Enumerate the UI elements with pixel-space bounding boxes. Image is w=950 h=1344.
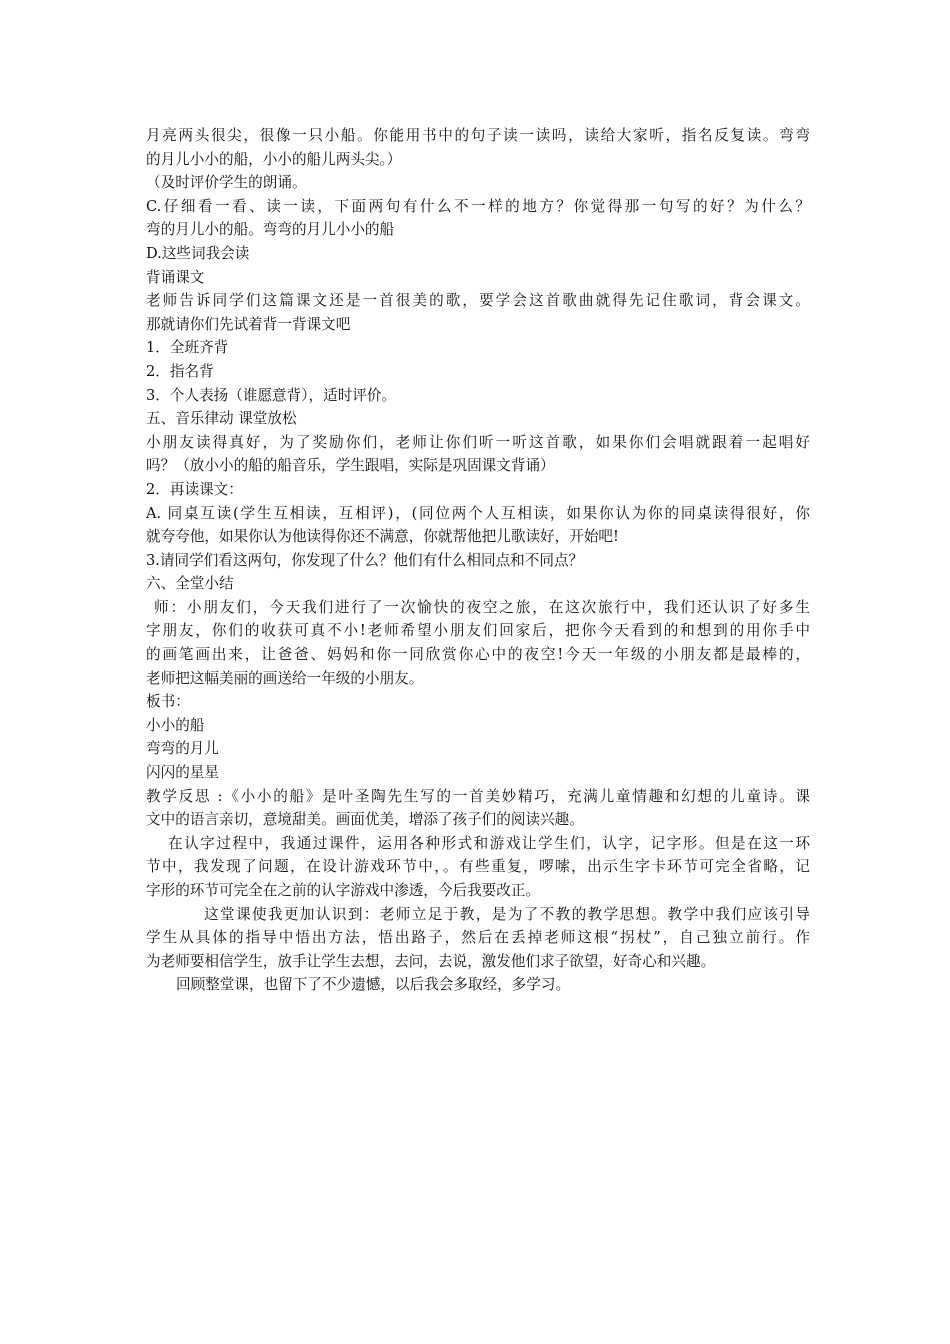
section-heading: 板书： xyxy=(146,693,190,711)
text-line: 学生从具体的指导中悟出方法，悟出路子，然后在丢掉老师这根“拐杖”，自己独立前行。作 xyxy=(146,929,810,947)
text-line: 在认字过程中，我通过课件，运用各种形式和游戏让学生们，认字，记字形。但是在这一环 xyxy=(168,834,810,852)
board-item: 弯弯的月儿 xyxy=(146,740,219,758)
text-line: 的月儿小小的船，小小的船儿两头尖。） xyxy=(146,150,402,168)
list-item: 1．全班齐背 xyxy=(146,339,229,357)
text-line: 老师把这幅美丽的画送给一年级的小朋友。 xyxy=(146,669,424,687)
text-line: D.这些词我会读 xyxy=(146,244,250,262)
text-line: 教学反思 :《小小的船》是叶圣陶先生写的一首美妙精巧，充满儿童情趣和幻想的儿童诗。课 xyxy=(146,787,810,805)
text-line: 就夸夸他，如果你认为他读得你还不满意，你就帮他把儿歌读好，开始吧! xyxy=(146,528,619,546)
list-item: 3．个人表扬（谁愿意背），适时评价。 xyxy=(146,386,397,404)
text-line: 回顾整堂课，也留下了不少遗憾，以后我会多取经，多学习。 xyxy=(176,976,571,994)
text-line: 节中，我发现了问题，在设计游戏环节中，。有些重复，啰嗦，出示生字卡环节可完全省略，记 xyxy=(146,858,810,876)
text-line: 小朋友读得真好，为了奖励你们，老师让你们听一听这首歌，如果你们会唱就跟着一起唱好 xyxy=(146,433,810,451)
text-line: A. 同桌互读(学生互相读，互相评)，(同位两个人互相读，如果你认为你的同桌读得很好，你 xyxy=(146,504,810,522)
text-line: 为老师要相信学生，放手让学生去想，去问，去说，激发他们求子欲望，好奇心和兴趣。 xyxy=(146,952,716,970)
board-item: 闪闪的星星 xyxy=(146,764,219,782)
list-item: 2．再读课文： xyxy=(146,480,243,498)
section-heading: 五、音乐律动 课堂放松 xyxy=(146,410,297,428)
text-line: 字形的环节可完全在之前的认字游戏中渗透，今后我要改正。 xyxy=(146,882,541,899)
text-line: 月亮两头很尖，很像一只小船。你能用书中的句子读一读吗，读给大家听，指名反复读。弯弯 xyxy=(146,127,810,144)
list-item: 2．指名背 xyxy=(146,362,214,380)
text-line: 吗？（放小小的船的船音乐，学生跟唱，实际是巩固课文背诵） xyxy=(146,457,555,475)
text-line: 师：小朋友们，今天我们进行了一次愉快的夜空之旅，在这次旅行中，我们还认识了好多生 xyxy=(154,598,810,616)
text-line: 字朋友，你们的收获可真不小!老师希望小朋友们回家后，把你今天看到的和想到的用你手中 xyxy=(146,622,810,640)
text-line: （及时评价学生的朗诵。 xyxy=(146,174,307,192)
section-heading: 六、全堂小结 xyxy=(146,575,234,593)
text-line: 这堂课使我更加认识到：老师立足于教，是为了不教的教学思想。教学中我们应该引导 xyxy=(204,905,810,923)
text-line: C.仔细看一看、读一读，下面两句有什么不一样的地方？你觉得那一句写的好？为什么？ xyxy=(146,197,810,215)
document-page xyxy=(146,124,810,997)
text-line: 文中的语言亲切，意境甜美。画面优美，增添了孩子们的阅读兴趣。 xyxy=(146,811,584,829)
section-heading: 背诵课文 xyxy=(146,268,205,286)
text-line: 3.请同学们看这两句，你发现了什么？他们有什么相同点和不同点？ xyxy=(146,551,584,569)
text-line: 那就请你们先试着背一背课文吧 xyxy=(146,315,351,333)
text-line: 弯的月儿小的船。弯弯的月儿小小的船 xyxy=(146,221,395,239)
text-line: 的画笔画出来，让爸爸、妈妈和你一同欣赏你心中的夜空!今天一年级的小朋友都是最棒的， xyxy=(146,646,810,664)
board-item: 小小的船 xyxy=(146,716,205,734)
text-line: 老师告诉同学们这篇课文还是一首很美的歌，要学会这首歌曲就得先记住歌词，背会课文。 xyxy=(146,292,810,310)
